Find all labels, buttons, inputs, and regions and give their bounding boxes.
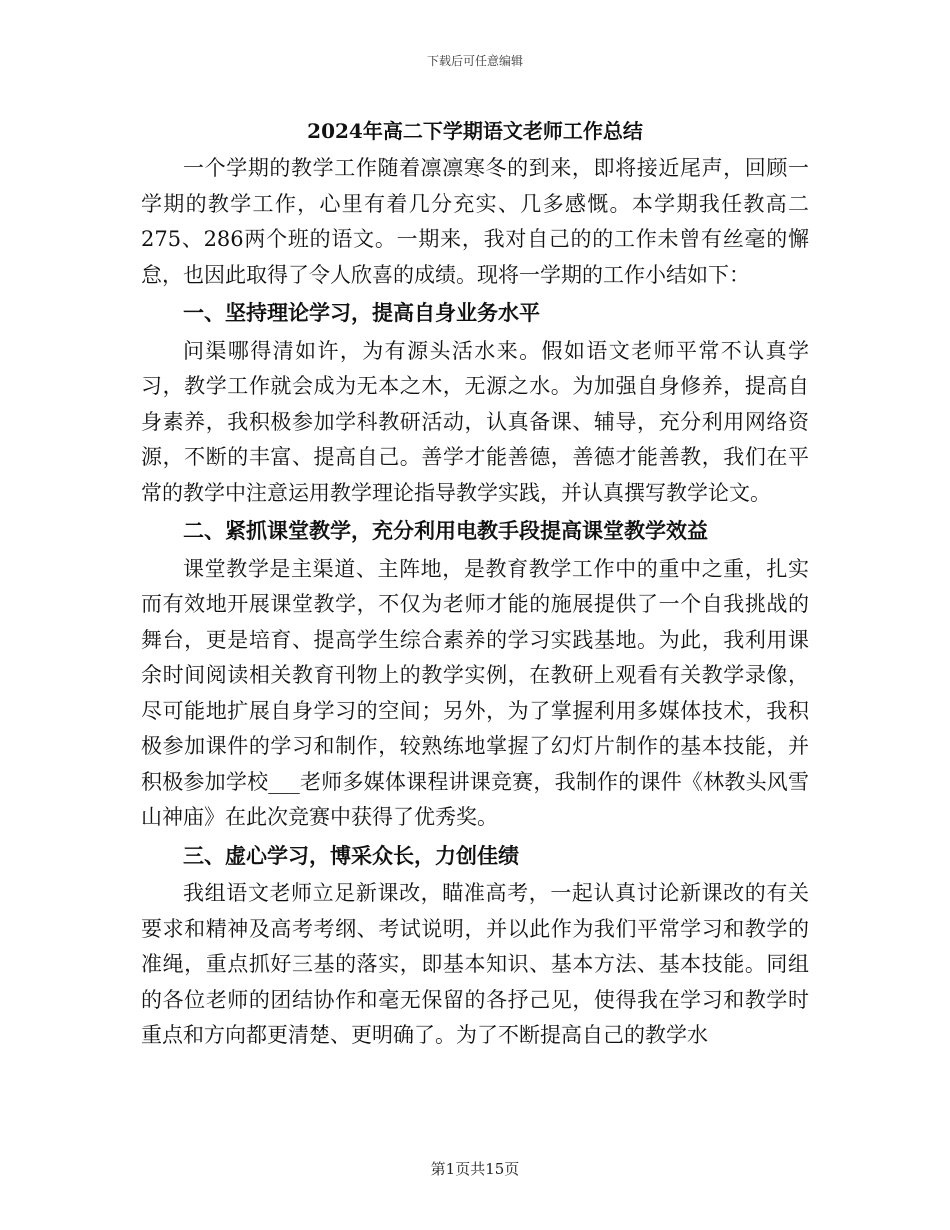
section-heading-2: 二、紧抓课堂教学，充分利用电教手段提高课堂教学效益	[183, 518, 708, 543]
document-body	[141, 151, 809, 1054]
section-paragraph-3: 我组语文老师立足新课改，瞄准高考，一起认真讨论新课改的有关要求和精神及高考考纲、考试说明，并以此作为我们平常学习和教学的准绳，重点抓好三基的落实，即基本知识、基本方法、基本技能。同组的各位老师的团结协作和毫无保留的各抒己见，使得我在学习和教学时重点和方向都更清楚、更明确了。为了不断提高自己的教学水	[141, 881, 809, 1047]
intro-paragraph: 一个学期的教学工作随着凛凛寒冬的到来，即将接近尾声，回顾一学期的教学工作，心里有着几分充实、几多感慨。本学期我任教高二275、286两个班的语文。一期来，我对自己的的工作未曾有丝毫的懈怠，也因此取得了令人欣喜的成绩。现将一学期的工作小结如下：	[141, 156, 809, 287]
page-number: 第1页共15页	[430, 1160, 520, 1178]
section-heading-1: 一、坚持理论学习，提高自身业务水平	[183, 300, 540, 325]
document-title: 2024年高二下学期语文老师工作总结	[307, 119, 643, 143]
section-paragraph-1: 问渠哪得清如许，为有源头活水来。假如语文老师平常不认真学习，教学工作就会成为无本之木，无源之水。为加强自身修养，提高自身素养，我积极参加学科教研活动，认真备课、辅导，充分利用网络资源，不断的丰富、提高自己。善学才能善德，善德才能善教，我们在平常的教学中注意运用教学理论指导教学实践，并认真撰写教学论文。	[141, 338, 809, 505]
page-header: 下载后可任意编辑	[426, 54, 523, 68]
section-heading-3: 三、虚心学习，博采众长，力创佳绩	[183, 842, 519, 868]
section-paragraph-2: 课堂教学是主渠道、主阵地，是教育教学工作中的重中之重，扎实而有效地开展课堂教学，不仅为老师才能的施展提供了一个自我挑战的舞台，更是培育、提高学生综合素养的学习实践基地。为此，我利用课余时间阅读相关教育刊物上的教学实例，在教研上观看有关教学录像，尽可能地扩展自身学习的空间；另外，为了掌握利用多媒体技术，我积极参加课件的学习和制作，较熟练地掌握了幻灯片制作的基本技能，并积极参加学校___老师多媒体课程讲课竞赛，我制作的课件《林教头风雪山神庙》在此次竞赛中获得了优秀奖。	[141, 556, 809, 829]
